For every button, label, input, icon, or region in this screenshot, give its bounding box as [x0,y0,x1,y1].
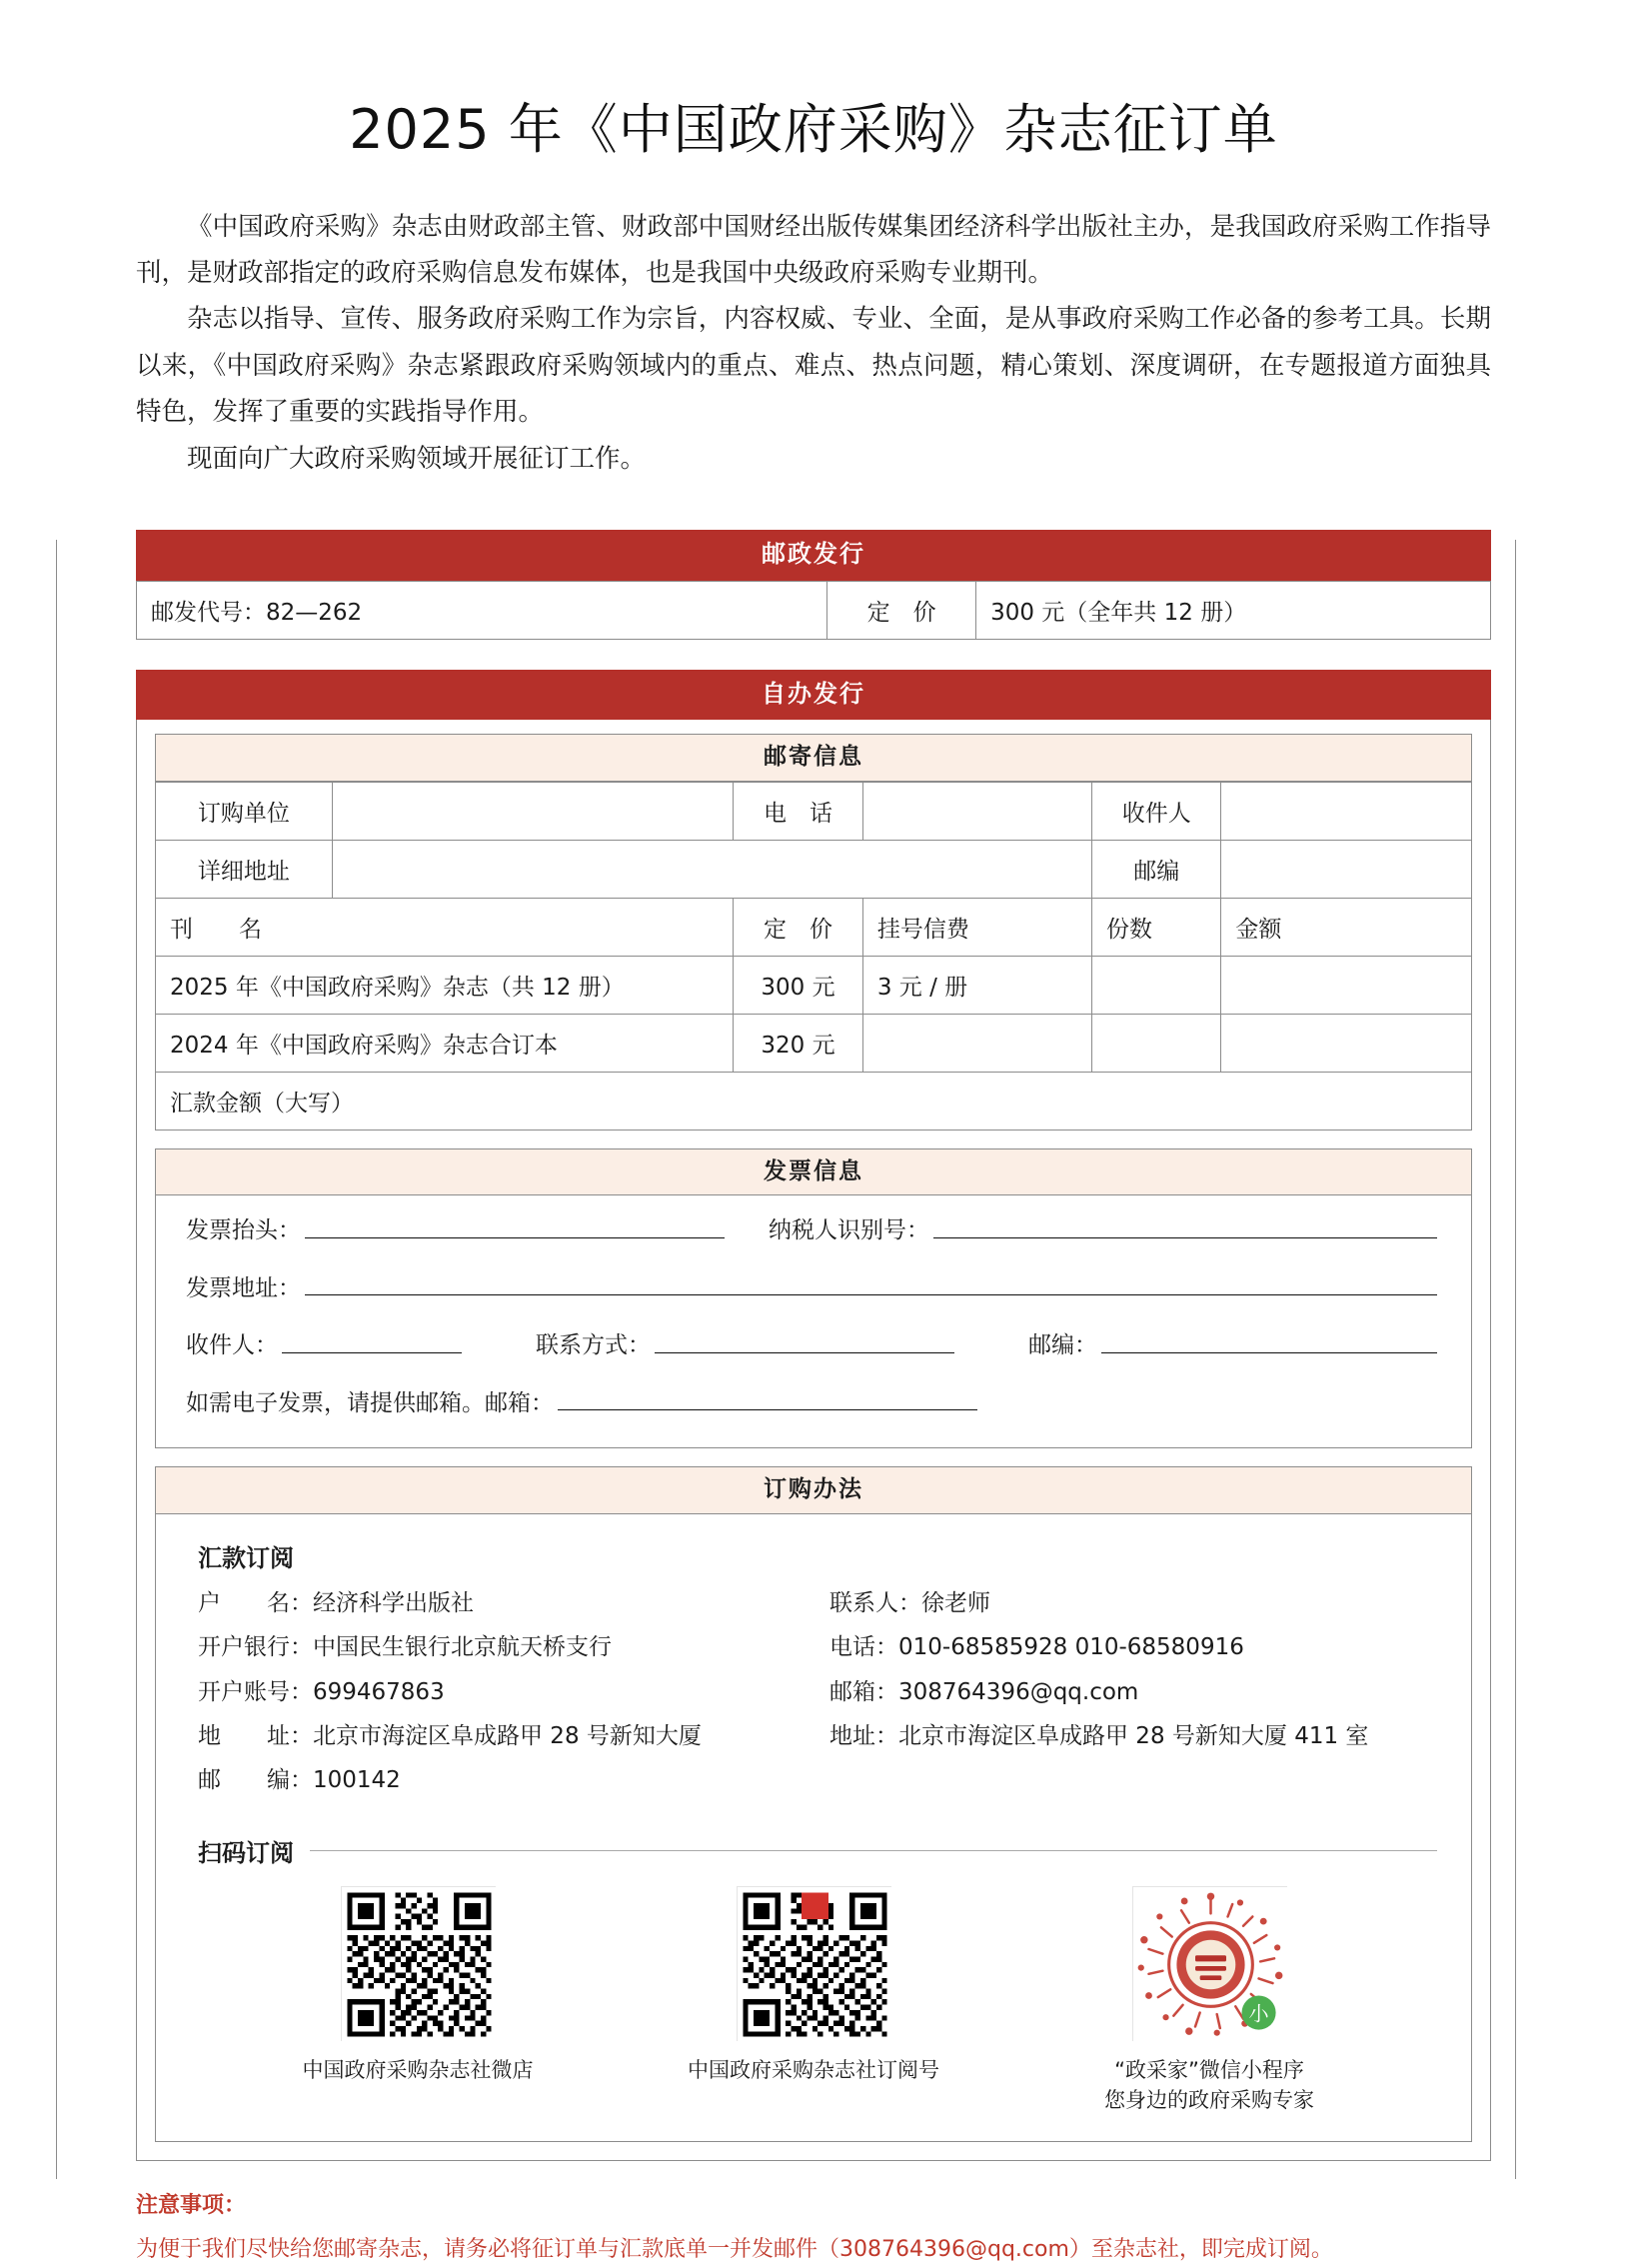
page-title: 2025 年《中国政府采购》杂志征订单 [349,98,1278,161]
col-header-copies: 份数 [1092,898,1221,956]
contact-email-value: 308764396@qq.com [898,1678,1139,1705]
item-copies-2[interactable] [1092,1014,1221,1072]
page-right-rule [1515,540,1516,2179]
notice-section [136,2187,1491,2268]
invoice-contact-input[interactable] [655,1352,954,1353]
phone-input[interactable] [862,782,1091,840]
order-unit-input[interactable] [332,782,733,840]
postal-band-title: 邮政发行 [136,530,1491,581]
postal-table [136,581,1491,640]
bank-account-name-row [198,1587,821,1620]
invoice-receiver-row [186,1332,1441,1360]
mailing-info-band: 邮寄信息 [155,734,1472,781]
order-bank-column [190,1587,821,1809]
notice-body: 为便于我们尽快给您邮寄杂志，请务必将征订单与汇款底单一并发邮件（308764396@qq.com）至杂志社，即完成订阅。 [136,2236,1333,2262]
table-row [137,581,1491,639]
intro-paragraphs [94,204,1533,482]
table-row [156,956,1472,1014]
contact-address-label: 地址： [829,1722,898,1749]
invoice-receiver-label: 收件人： [186,1332,278,1359]
order-method-body [155,1514,1472,2143]
bank-name-label: 开户银行： [198,1634,313,1661]
contact-person-row [829,1587,1437,1620]
selfissue-band-title: 自办发行 [136,670,1491,721]
qr-code-miniprogram-icon[interactable] [1132,1886,1287,2041]
contact-address-row [829,1720,1437,1753]
scan-heading-divider [310,1850,1437,1851]
col-header-name: 刊 名 [156,898,734,956]
item-copies-1[interactable] [1092,956,1221,1014]
scan-subscribe-heading-row [198,1833,1437,1868]
item-postage-2 [862,1014,1091,1072]
invoice-info-band: 发票信息 [155,1148,1472,1195]
receiver-input[interactable] [1221,782,1472,840]
table-row [156,840,1472,898]
table-row [156,782,1472,840]
qr-caption-miniprogram: “政采家”微信小程序 [1114,2057,1304,2082]
contact-phone-value: 010-68585928 010-68580916 [898,1634,1244,1661]
invoice-receiver-input[interactable] [282,1352,462,1353]
invoice-zip-label: 邮编： [1028,1332,1097,1359]
bank-zip-row [198,1764,821,1797]
bank-zip-label: 邮 编： [198,1767,313,1794]
detail-address-label: 详细地址 [156,840,333,898]
self-issue-section [136,670,1491,2162]
postal-price-value: 300 元（全年共 12 册） [976,581,1491,639]
bank-account-number-row [198,1676,821,1709]
qr-code-subscription-icon[interactable] [737,1886,891,2041]
bank-address-label: 地 址： [198,1722,313,1749]
contact-person-label: 联系人： [829,1589,921,1616]
item-name-2: 2024 年《中国政府采购》杂志合订本 [156,1014,734,1072]
table-row [156,1014,1472,1072]
qr-code-row [190,1886,1437,2116]
postal-distribution-section [136,530,1491,640]
contact-email-label: 邮箱： [829,1678,898,1705]
order-contact-columns [190,1587,1437,1809]
intro-paragraph-1: 《中国政府采购》杂志由财政部主管、财政部中国财经出版传媒集团经济科学出版社主办，是我国政府采购工作指导刊，是财政部指定的政府采购信息发布媒体，也是我国中央级政府采购专业期刊。 [136,211,1491,288]
invoice-email-input[interactable] [558,1409,977,1410]
remittance-total-label: 汇款金额（大写） [156,1072,1472,1130]
contact-phone-row [829,1631,1437,1664]
qr-caption-miniprogram-sub: 您身边的政府采购专家 [1104,2087,1314,2112]
bank-account-number-value: 699467863 [313,1678,445,1705]
table-row [156,1072,1472,1130]
invoice-email-label: 如需电子发票，请提供邮箱。邮箱： [186,1389,554,1416]
bank-address-row [198,1720,821,1753]
col-header-amount: 金额 [1221,898,1472,956]
invoice-title-row [186,1217,1441,1245]
bank-name-value: 中国民生银行北京航天桥支行 [313,1634,612,1661]
postal-price-label: 定 价 [827,581,976,639]
zip-label: 邮编 [1092,840,1221,898]
postal-code-cell: 邮发代号：82—262 [137,581,827,639]
receiver-label: 收件人 [1092,782,1221,840]
svg-text:小: 小 [1247,2000,1269,2025]
scan-subscribe-heading: 扫码订阅 [198,1838,294,1867]
bank-zip-value: 100142 [313,1767,401,1794]
qr-caption-subscription: 中国政府采购杂志社订阅号 [688,2057,939,2082]
invoice-address-input[interactable] [305,1294,1437,1295]
col-header-price: 定 价 [734,898,863,956]
invoice-title-input[interactable] [305,1237,725,1238]
detail-address-input[interactable] [332,840,1091,898]
table-header-row [156,898,1472,956]
remit-subscribe-heading: 汇款订阅 [198,1543,294,1572]
invoice-zip-input[interactable] [1101,1352,1437,1353]
order-method-band: 订购办法 [155,1466,1472,1513]
qr-item-weidian [268,1886,568,2085]
notice-heading: 注意事项： [136,2193,247,2219]
invoice-info-body [155,1195,1472,1448]
item-price-1: 300 元 [734,956,863,1014]
item-price-2: 320 元 [734,1014,863,1072]
taxid-input[interactable] [933,1237,1437,1238]
intro-paragraph-2: 杂志以指导、宣传、服务政府采购工作为宗旨，内容权威、专业、全面，是从事政府采购工作必备的参考工具。长期以来，《中国政府采购》杂志紧跟政府采购领域内的重点、难点、热点问题，精心策划、深度调研，在专题报道方面独具特色，发挥了重要的实践指导作用。 [136,304,1491,428]
bank-account-name-label: 户 名： [198,1589,313,1616]
bank-account-name-value: 经济科学出版社 [313,1589,474,1616]
phone-label: 电 话 [734,782,863,840]
qr-item-subscription [664,1886,963,2085]
item-name-1: 2025 年《中国政府采购》杂志（共 12 册） [156,956,734,1014]
item-postage-1: 3 元 / 册 [862,956,1091,1014]
page-left-rule [56,540,57,2179]
self-issue-body [136,720,1491,2161]
item-amount-2[interactable] [1221,1014,1472,1072]
zip-input[interactable] [1221,840,1472,898]
bank-account-number-label: 开户账号： [198,1678,313,1705]
invoice-title-label: 发票抬头： [186,1217,301,1243]
intro-paragraph-3: 现面向广大政府采购领域开展征订工作。 [187,443,647,474]
col-header-postage: 挂号信费 [862,898,1091,956]
order-contact-column [821,1587,1437,1809]
contact-email-row [829,1676,1437,1709]
order-method-block [155,1466,1472,2142]
invoice-contact-label: 联系方式： [536,1332,651,1359]
contact-person-value: 徐老师 [921,1589,990,1616]
qr-code-weidian-icon[interactable] [341,1886,496,2041]
item-amount-1[interactable] [1221,956,1472,1014]
bank-address-value: 北京市海淀区阜成路甲 28 号新知大厦 [313,1722,702,1749]
bank-name-row [198,1631,821,1664]
order-unit-label: 订购单位 [156,782,333,840]
qr-item-miniprogram [1059,1886,1359,2116]
mailing-info-block [155,734,1472,1130]
invoice-address-label: 发票地址： [186,1274,301,1301]
mailing-info-table [155,782,1472,1131]
invoice-address-row [186,1275,1441,1303]
qr-caption-weidian: 中国政府采购杂志社微店 [302,2057,534,2082]
contact-address-value: 北京市海淀区阜成路甲 28 号新知大厦 411 室 [898,1722,1369,1749]
invoice-info-block [155,1148,1472,1449]
taxid-label: 纳税人识别号： [769,1217,929,1243]
invoice-email-row [186,1390,1441,1418]
contact-phone-label: 电话： [829,1634,898,1661]
